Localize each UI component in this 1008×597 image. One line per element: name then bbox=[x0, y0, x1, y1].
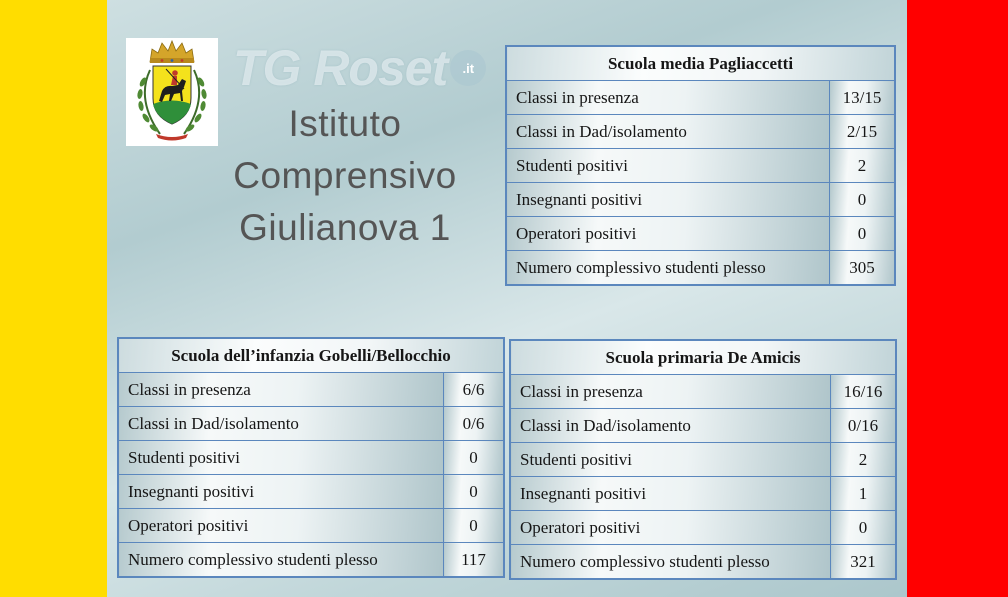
table-row bbox=[507, 149, 895, 183]
table-heading: Scuola media Pagliaccetti bbox=[507, 47, 895, 81]
table-header-row bbox=[511, 341, 896, 375]
row-value: 0 bbox=[444, 475, 504, 509]
row-label: Classi in Dad/isolamento bbox=[119, 407, 444, 441]
row-value: 0 bbox=[444, 509, 504, 543]
table-row bbox=[507, 217, 895, 251]
crown-icon bbox=[150, 41, 194, 63]
title-line: Comprensivo bbox=[233, 155, 457, 196]
table-scuola-infanzia bbox=[118, 338, 504, 577]
row-label: Insegnanti positivi bbox=[119, 475, 444, 509]
row-label: Operatori positivi bbox=[511, 511, 831, 545]
watermark-text: TG Roset bbox=[233, 40, 448, 96]
left-yellow-stripe bbox=[0, 0, 107, 597]
row-label: Operatori positivi bbox=[119, 509, 444, 543]
row-value: 2 bbox=[831, 443, 896, 477]
row-label: Classi in Dad/isolamento bbox=[507, 115, 830, 149]
row-value: 0 bbox=[831, 511, 896, 545]
table-row bbox=[511, 477, 896, 511]
row-value: 305 bbox=[830, 251, 895, 285]
table-row bbox=[507, 115, 895, 149]
table-row bbox=[119, 543, 504, 577]
table-heading: Scuola dell’infanzia Gobelli/Bellocchio bbox=[119, 339, 504, 373]
row-label: Classi in presenza bbox=[511, 375, 831, 409]
page-title bbox=[205, 98, 485, 254]
table-row bbox=[511, 375, 896, 409]
row-value: 16/16 bbox=[831, 375, 896, 409]
row-label: Classi in Dad/isolamento bbox=[511, 409, 831, 443]
table-header-row bbox=[119, 339, 504, 373]
table-row bbox=[511, 545, 896, 579]
row-label: Insegnanti positivi bbox=[507, 183, 830, 217]
table-heading: Scuola primaria De Amicis bbox=[511, 341, 896, 375]
row-value: 0 bbox=[830, 183, 895, 217]
row-value: 6/6 bbox=[444, 373, 504, 407]
row-value: 117 bbox=[444, 543, 504, 577]
row-label: Studenti positivi bbox=[507, 149, 830, 183]
title-line: Istituto bbox=[288, 103, 402, 144]
row-value: 0 bbox=[830, 217, 895, 251]
table-row bbox=[119, 475, 504, 509]
table-row bbox=[119, 509, 504, 543]
title-line: Giulianova 1 bbox=[239, 207, 451, 248]
row-label: Insegnanti positivi bbox=[511, 477, 831, 511]
row-value: 13/15 bbox=[830, 81, 895, 115]
row-label: Studenti positivi bbox=[119, 441, 444, 475]
watermark-badge: .it bbox=[450, 50, 486, 86]
table-row bbox=[511, 409, 896, 443]
row-label: Numero complessivo studenti plesso bbox=[119, 543, 444, 577]
row-value: 2 bbox=[830, 149, 895, 183]
table-row bbox=[507, 251, 895, 285]
table-header-row bbox=[507, 47, 895, 81]
table-row bbox=[119, 373, 504, 407]
row-value: 1 bbox=[831, 477, 896, 511]
table-row bbox=[511, 511, 896, 545]
table-row bbox=[119, 407, 504, 441]
row-label: Numero complessivo studenti plesso bbox=[507, 251, 830, 285]
row-value: 2/15 bbox=[830, 115, 895, 149]
row-label: Classi in presenza bbox=[507, 81, 830, 115]
table-scuola-primaria bbox=[510, 340, 896, 579]
table-row bbox=[507, 183, 895, 217]
row-label: Numero complessivo studenti plesso bbox=[511, 545, 831, 579]
row-value: 0/16 bbox=[831, 409, 896, 443]
table-scuola-media bbox=[506, 46, 895, 285]
row-label: Studenti positivi bbox=[511, 443, 831, 477]
row-value: 0/6 bbox=[444, 407, 504, 441]
row-label: Classi in presenza bbox=[119, 373, 444, 407]
ribbon-icon bbox=[156, 134, 188, 141]
shield-icon bbox=[153, 66, 191, 124]
table-row bbox=[511, 443, 896, 477]
right-red-stripe bbox=[907, 0, 1008, 597]
watermark bbox=[233, 40, 486, 96]
row-value: 0 bbox=[444, 441, 504, 475]
table-row bbox=[119, 441, 504, 475]
row-value: 321 bbox=[831, 545, 896, 579]
table-row bbox=[507, 81, 895, 115]
row-label: Operatori positivi bbox=[507, 217, 830, 251]
